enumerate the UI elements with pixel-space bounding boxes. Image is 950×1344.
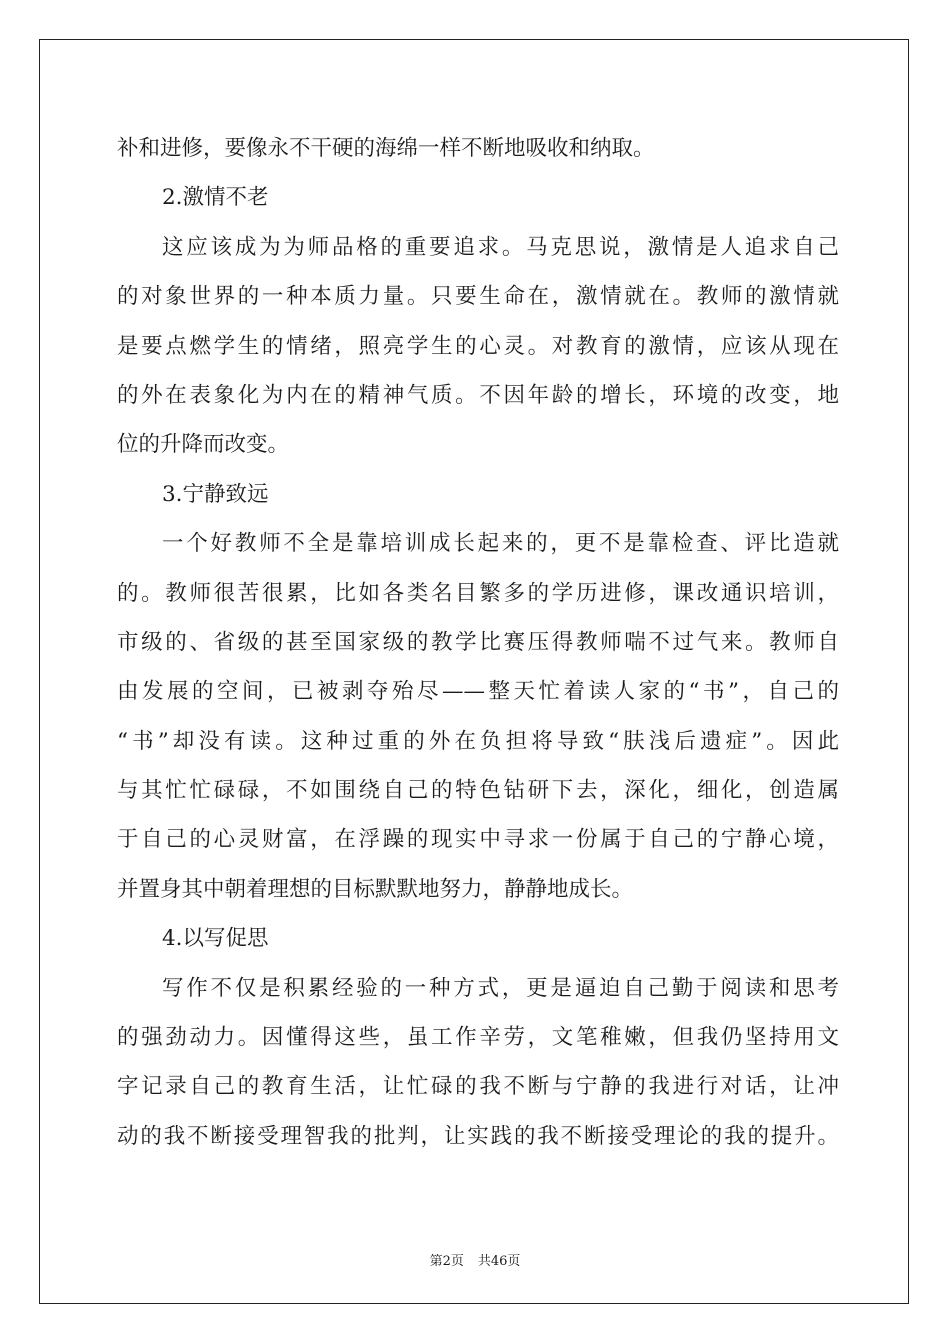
section-heading: 2.激情不老 [162, 185, 269, 211]
text-line: 写作不仅是积累经验的一种方式，更是逼迫自己勤于阅读和思考 [162, 975, 839, 1001]
text-line: 位的升降而改变。 [117, 432, 290, 458]
text-line: 于自己的心灵财富，在浮躁的现实中寻求一份属于自己的宁静心境， [117, 827, 839, 853]
section-heading: 4.以写促思 [162, 926, 269, 952]
text-line: 的。教师很苦很累，比如各类名目繁多的学历进修，课改通识培训， [117, 580, 839, 606]
text-line: 动的我不断接受理智我的批判，让实践的我不断接受理论的我的提升。 [117, 1123, 839, 1149]
section-heading: 3.宁静致远 [162, 481, 269, 507]
text-line: 的强劲动力。因懂得这些，虽工作辛劳，文笔稚嫩，但我仍坚持用文 [117, 1025, 839, 1051]
text-line: 并置身其中朝着理想的目标默默地努力，静静地成长。 [117, 876, 634, 902]
total-pages: 共46页 [477, 1254, 521, 1269]
text-line: “书”却没有读。这种过重的外在负担将导致“肤浅后遗症”。因此 [117, 728, 839, 754]
page-number: 第2页 [429, 1254, 464, 1269]
page-footer [0, 1250, 950, 1269]
body-text [117, 124, 839, 1161]
text-line: 由发展的空间，已被剥夺殆尽——整天忙着读人家的“书”，自己的 [117, 679, 839, 705]
text-line: 与其忙忙碌碌，不如围绕自己的特色钻研下去，深化，细化，创造属 [117, 778, 839, 804]
text-line: 的外在表象化为内在的精神气质。不因年龄的增长，环境的改变，地 [117, 382, 839, 408]
text-line: 这应该成为为师品格的重要追求。马克思说，激情是人追求自己 [162, 234, 839, 260]
text-line: 是要点燃学生的情绪，照亮学生的心灵。对教育的激情，应该从现在 [117, 333, 839, 359]
text-line: 字记录自己的教育生活，让忙碌的我不断与宁静的我进行对话，让冲 [117, 1074, 839, 1100]
text-line: 市级的、省级的甚至国家级的教学比赛压得教师喘不过气来。教师自 [117, 629, 839, 655]
text-line: 一个好教师不全是靠培训成长起来的，更不是靠检查、评比造就 [162, 531, 839, 557]
text-line: 的对象世界的一种本质力量。只要生命在，激情就在。教师的激情就 [117, 284, 839, 310]
text-line: 补和进修，要像永不干硬的海绵一样不断地吸收和纳取。 [117, 136, 655, 161]
